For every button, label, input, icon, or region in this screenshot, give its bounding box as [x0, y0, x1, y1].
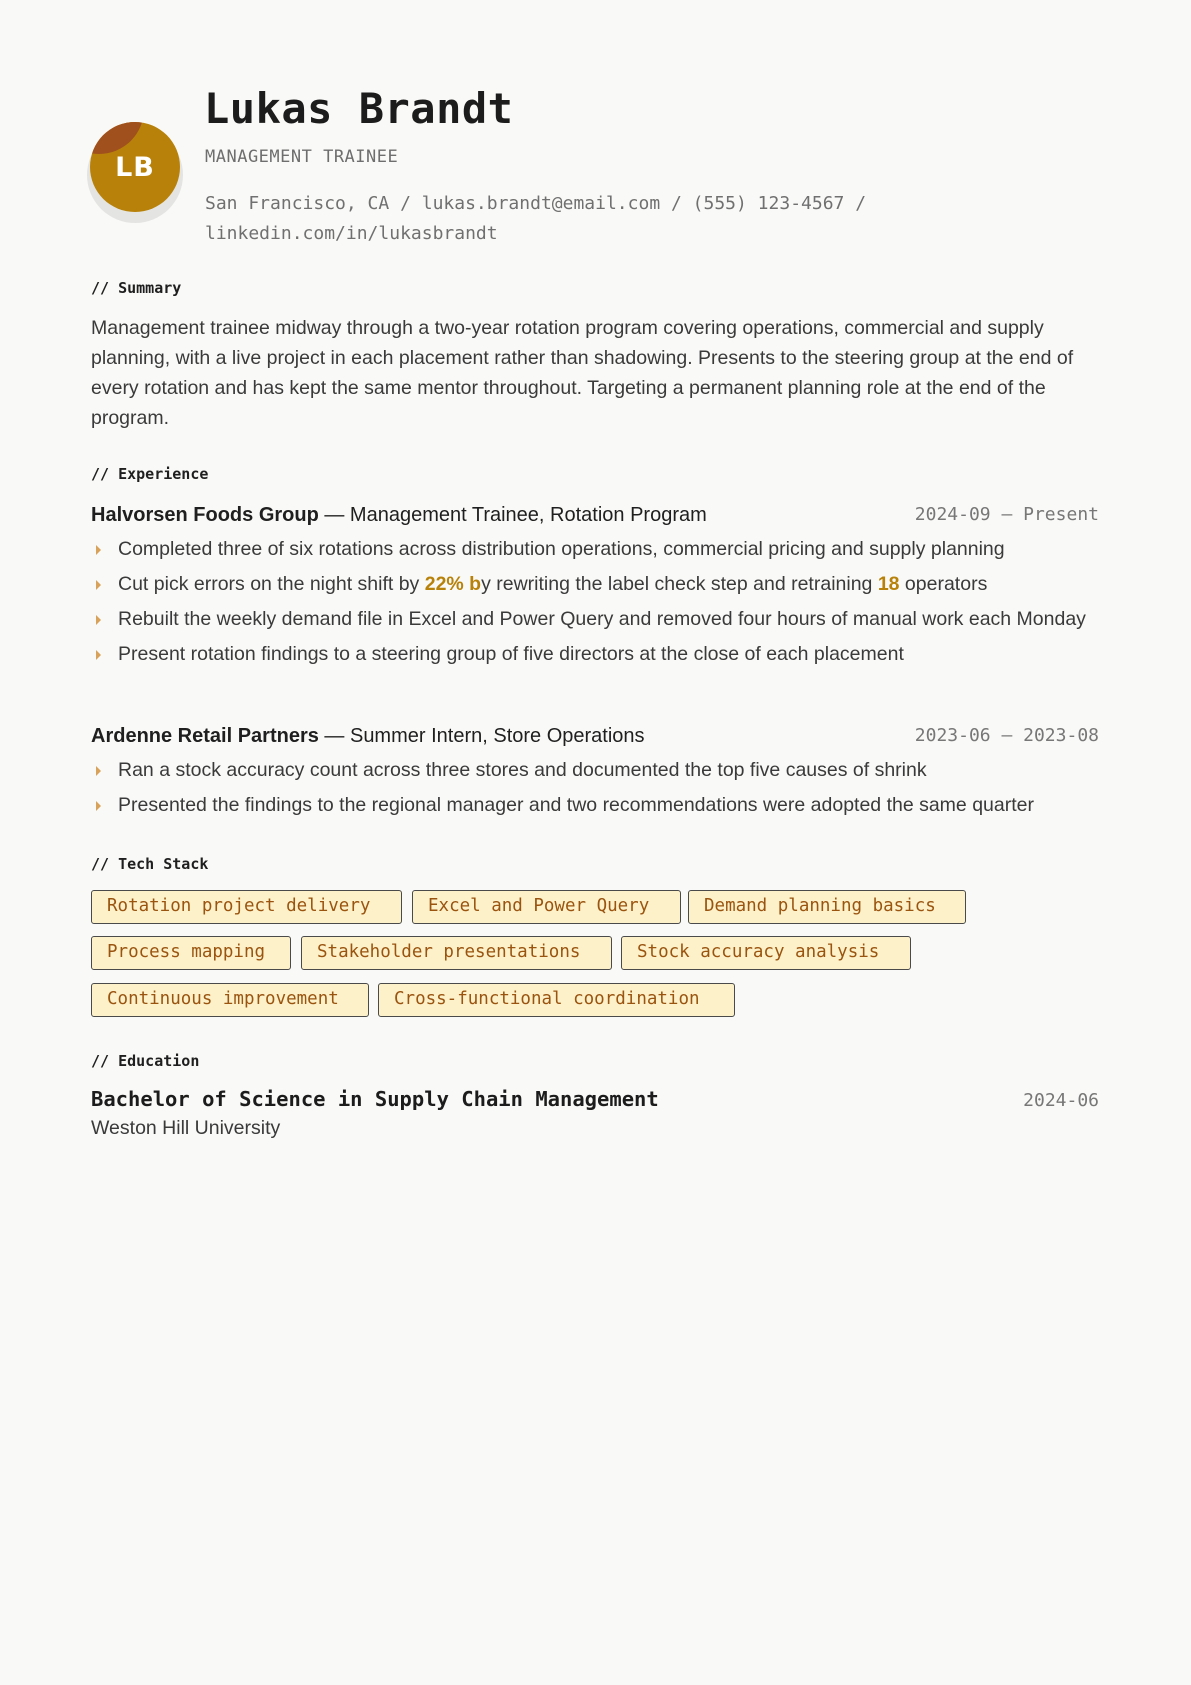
summary-heading: // Summary — [91, 279, 182, 297]
avatar — [87, 122, 183, 224]
experience-entry — [91, 500, 1099, 674]
bullet-marker-icon — [96, 615, 101, 625]
avatar-circle — [90, 122, 180, 212]
degree-title: Bachelor of Science in Supply Chain Management — [91, 1087, 659, 1111]
candidate-name: Lukas Brandt — [204, 84, 514, 133]
metric-highlight: 22% b — [424, 573, 482, 595]
job-header — [91, 721, 1099, 751]
experience-entry — [91, 721, 1099, 825]
bullet-text-pre: Cut pick errors on the night shift by — [118, 573, 425, 595]
skill-tag: Demand planning basics — [688, 890, 966, 924]
summary-text: Management trainee midway through a two-year rotation program covering operations, commercial and supply planning, with a live project in each placement rather than shadowing. Presents to the steering group at the end of every rotation and has kept the same mentor throughout. Targeting a permanent planning role at the end of the program. — [91, 317, 1074, 429]
job-role: — Summer Intern, Store Operations — [318, 725, 645, 747]
skill-tag: Continuous improvement — [91, 983, 369, 1017]
bullet-text-mid: y rewriting the label check step and retraining — [481, 573, 878, 595]
contact-line: San Francisco, CA / lukas.brandt@email.com / (555) 123-4567 / linkedin.com/in/lukasbrandt — [205, 193, 867, 244]
bullet-item — [91, 639, 1099, 669]
skill-tag: Excel and Power Query — [412, 890, 681, 924]
bullet-marker-icon — [96, 545, 101, 555]
tech-stack-heading: // Tech Stack — [91, 855, 209, 873]
bullet-list — [91, 534, 1099, 669]
skill-tag: Rotation project delivery — [91, 890, 402, 924]
company-name: Halvorsen Foods Group — [91, 504, 319, 526]
job-title: MANAGEMENT TRAINEE — [205, 147, 399, 167]
job-dates: 2024-09 – Present — [914, 504, 1099, 525]
job-dates: 2023-06 – 2023-08 — [914, 725, 1099, 746]
bullet-marker-icon — [96, 766, 101, 776]
bullet-text: Rebuilt the weekly demand file in Excel and Power Query and removed four hours of manual work each Monday — [118, 608, 1086, 630]
skill-tag: Cross-functional coordination — [378, 983, 735, 1017]
bullet-text: Completed three of six rotations across distribution operations, commercial pricing and supply planning — [118, 538, 1005, 560]
bullet-item — [91, 790, 1099, 820]
skill-tag: Stakeholder presentations — [301, 936, 612, 970]
bullet-text-post: operators — [899, 573, 988, 595]
job-header — [91, 500, 1099, 530]
metric-highlight: 18 — [877, 573, 900, 595]
bullet-marker-icon — [96, 580, 101, 590]
bullet-text: Presented the findings to the regional manager and two recommendations were adopted the same quarter — [118, 794, 1034, 816]
bullet-text: Present rotation findings to a steering group of five directors at the close of each placement — [118, 643, 904, 665]
job-role: — Management Trainee, Rotation Program — [318, 504, 707, 526]
bullet-text: Ran a stock accuracy count across three stores and documented the top five causes of shrink — [118, 759, 927, 781]
bullet-item — [91, 534, 1099, 564]
bullet-marker-icon — [96, 801, 101, 811]
bullet-item — [91, 755, 1099, 785]
skill-tag: Stock accuracy analysis — [621, 936, 911, 970]
bullet-item — [91, 569, 1099, 599]
school-name: Weston Hill University — [91, 1117, 281, 1139]
bullet-item — [91, 604, 1099, 634]
avatar-initials: LB — [115, 151, 155, 183]
degree-date: 2024-06 — [1023, 1090, 1099, 1111]
experience-heading: // Experience — [91, 465, 209, 483]
skill-tag: Process mapping — [91, 936, 291, 970]
company-name: Ardenne Retail Partners — [91, 725, 319, 747]
bullet-list — [91, 755, 1099, 820]
bullet-marker-icon — [96, 650, 101, 660]
avatar-accent — [90, 122, 144, 154]
education-heading: // Education — [91, 1052, 200, 1070]
